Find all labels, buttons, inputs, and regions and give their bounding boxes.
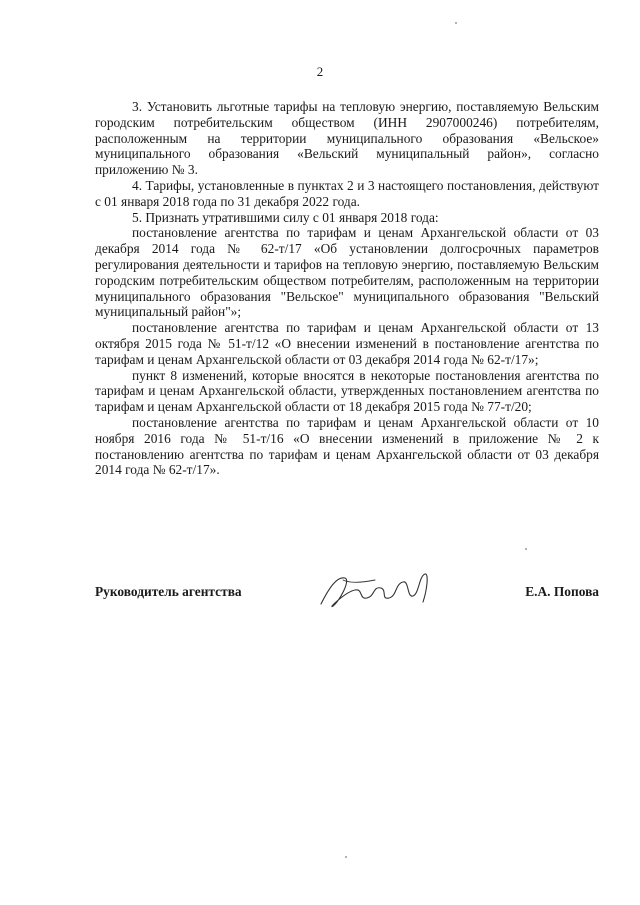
repealed-act-2: постановление агентства по тарифам и ценам Архангельской области от 13 октября 2015 года № 51-т/12 «О внесении изменений в постановление агентства по тарифам и ценам Архангельской области от 03 декабря 2014 года № 62-т/17»;	[95, 320, 599, 367]
repealed-act-3: пункт 8 изменений, которые вносятся в некоторые постановления агентства по тарифам и ценам Архангельской области, утвержденных постановлением агентства по тарифам и ценам Архангельской области от 18 декабря 2015 года № 77-т/20;	[95, 367, 599, 415]
paragraph-item-5: 5. Признать утратившими силу с 01 января 2018 года:	[132, 209, 439, 225]
signatory-name: Е.А. Попова	[525, 584, 599, 599]
signature-block	[95, 568, 599, 618]
paragraph-item-3: 3. Установить льготные тарифы на тепловую энергию, поставляемую Вельским городским потребительским обществом (ИНН 2907000246) потребителям, расположенным на территории муниципального образования «Вельское» муниципального образования «Вельский муниципальный район», согласно приложению № 3.	[95, 99, 599, 178]
scan-speck	[345, 856, 347, 858]
repealed-act-1: постановление агентства по тарифам и ценам Архангельской области от 03 декабря 2014 года № 62-т/17 «Об установлении долгосрочных параметров регулирования деятельности и тарифов на тепловую энергию, поставляемую Вельским городским потребительским обществом потребителям, расположенным на территории муниципального образования "Вельское" муниципального образования "Вельский муниципальный район"»;	[95, 225, 599, 320]
document-body	[95, 99, 599, 478]
paragraph-item-4: 4. Тарифы, установленные в пунктах 2 и 3 настоящего постановления, действуют с 01 января 2018 года по 31 декабря 2022 года.	[95, 177, 599, 209]
scan-speck	[525, 548, 527, 550]
signatory-title: Руководитель агентства	[95, 584, 242, 599]
repealed-act-4: постановление агентства по тарифам и ценам Архангельской области от 10 ноября 2016 года № 51-т/16 «О внесении изменений в приложение № 2 к постановлению агентства по тарифам и ценам Архангельской области от 03 декабря 2014 года № 62-т/17».	[95, 414, 599, 478]
handwritten-signature	[315, 568, 435, 612]
page-number: 2	[316, 64, 324, 79]
scan-speck	[455, 22, 457, 24]
